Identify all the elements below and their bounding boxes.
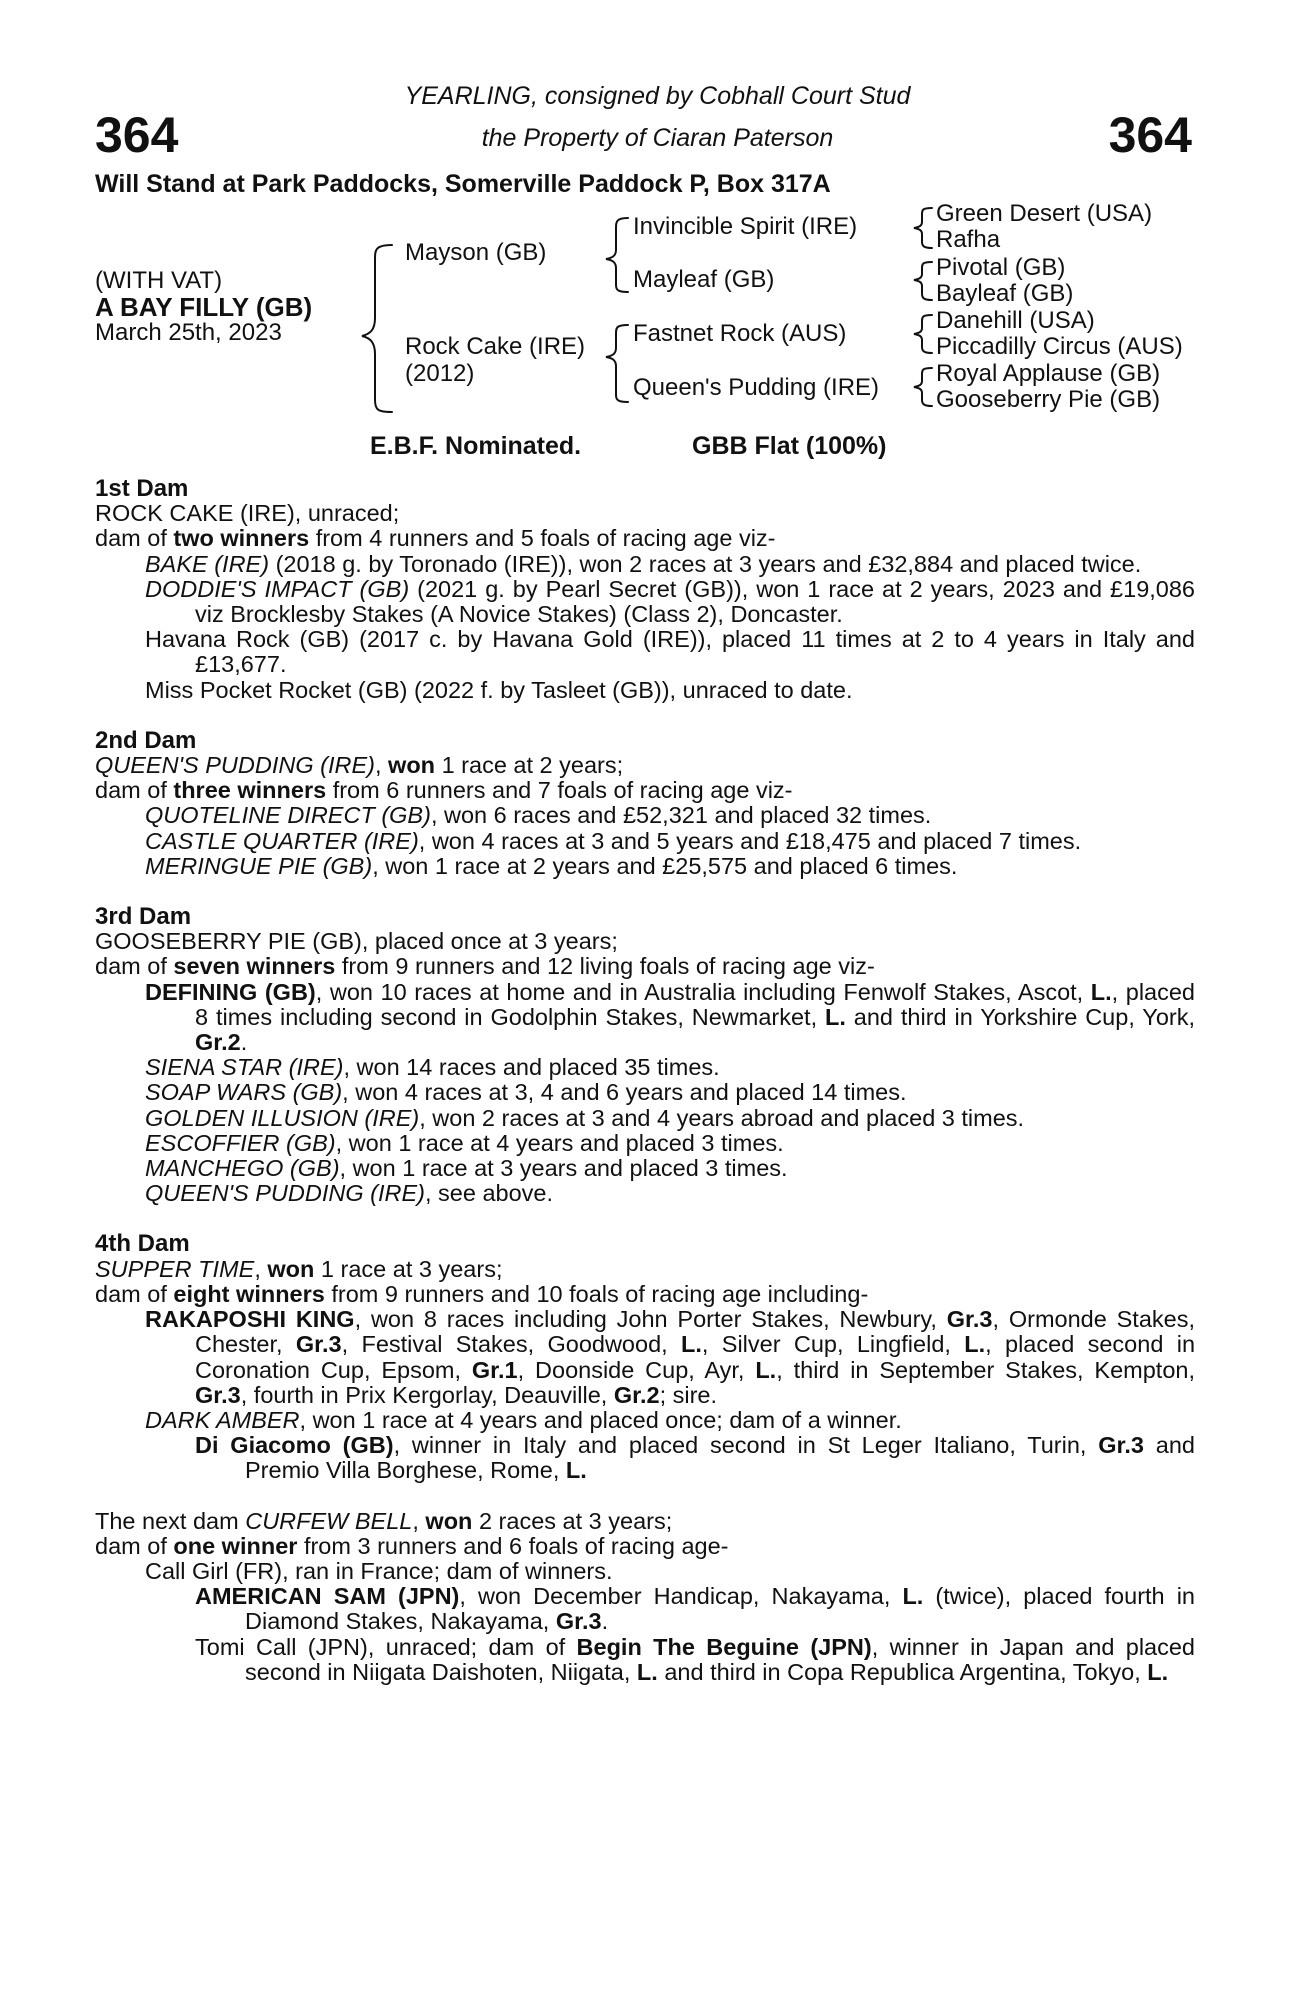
- family-line: [145, 627, 1195, 677]
- text-run: QUEEN'S PUDDING (IRE): [95, 752, 375, 779]
- text-run: Gr.3: [195, 1381, 241, 1408]
- family-line: [95, 929, 1195, 954]
- text-run: , fourth in Prix Kergorlay, Deauville,: [240, 1381, 614, 1408]
- section-spacer: [95, 879, 1195, 904]
- text-run: DODDIE'S IMPACT (GB): [145, 575, 410, 602]
- text-run: , Ormonde Stakes, Chester,: [195, 1306, 1196, 1358]
- section-spacer: [95, 703, 1195, 728]
- text-run: .: [240, 1029, 248, 1056]
- family-line: [95, 1509, 1195, 1534]
- text-run: SIENA STAR (IRE): [145, 1054, 344, 1081]
- text-run: , won December Handicap, Nakayama,: [459, 1583, 903, 1610]
- text-run: three winners: [173, 777, 327, 804]
- text-run: , winner in Italy and placed second in St Leger Italiano, Turin,: [393, 1432, 1099, 1459]
- family-line: [145, 1307, 1195, 1408]
- text-run: ESCOFFIER (GB): [145, 1129, 336, 1156]
- text-run: Gr.2: [195, 1029, 241, 1056]
- section-title: 2nd Dam: [95, 726, 197, 754]
- family-line: [95, 1282, 1195, 1307]
- vat-label: (WITH VAT): [95, 267, 223, 294]
- section-title: 4th Dam: [95, 1230, 190, 1258]
- text-run: Gr.1: [471, 1356, 518, 1383]
- family-line: [145, 1106, 1195, 1131]
- grandparent-7: Royal Applause (GB): [936, 360, 1161, 387]
- text-run: QUEEN'S PUDDING (IRE): [145, 1180, 425, 1207]
- grandparent-4: Bayleaf (GB): [936, 280, 1074, 307]
- text-run: dam of: [95, 953, 174, 980]
- text-run: QUOTELINE DIRECT (GB): [145, 802, 431, 829]
- text-run: , won 4 races at 3, 4 and 6 years and placed 14 times.: [342, 1079, 907, 1106]
- stand-location: Will Stand at Park Paddocks, Somerville Paddock P, Box 317A: [95, 170, 831, 198]
- text-run: The next dam: [95, 1507, 246, 1534]
- text-run: L.: [964, 1331, 986, 1358]
- text-run: Havana Rock (GB) (2017 c. by Havana Gold (IRE)), placed 11 times at 2 to 4 years in Italy and £13,677.: [145, 626, 1195, 678]
- text-run: and Premio Villa Borghese, Rome,: [245, 1432, 1195, 1484]
- family-line: [145, 1055, 1195, 1080]
- text-run: ,: [374, 752, 389, 779]
- text-run: L.: [636, 1658, 658, 1685]
- text-run: , won 1 race at 4 years and placed 3 times.: [335, 1129, 784, 1156]
- text-run: RAKAPOSHI KING: [145, 1306, 355, 1333]
- family-line: [145, 1181, 1195, 1206]
- section-title: 1st Dam: [95, 475, 189, 502]
- text-run: (2021 g. by Pearl Secret (GB)), won 1 race at 2 years, 2023 and £19,086 viz Brocklesby Stakes (A Novice Stakes) (Class 2), Doncaster.: [195, 575, 1196, 628]
- text-run: DEFINING (GB): [145, 978, 316, 1005]
- text-run: won: [425, 1507, 473, 1534]
- text-run: dam of: [95, 777, 174, 804]
- text-run: , won 8 races including John Porter Stakes, Newbury,: [354, 1306, 947, 1333]
- text-run: , won 6 races and £52,321 and placed 32 times.: [430, 802, 932, 829]
- family-line: [145, 1559, 1195, 1584]
- consignment-line: YEARLING, consigned by Cobhall Court Stud: [404, 82, 911, 110]
- text-run: L.: [1090, 978, 1112, 1005]
- sire-dam: Mayleaf (GB): [633, 266, 775, 293]
- text-run: eight winners: [173, 1280, 325, 1307]
- text-run: SOAP WARS (GB): [145, 1079, 343, 1106]
- text-run: ROCK CAKE (IRE), unraced;: [95, 500, 400, 527]
- text-run: , won 4 races at 3 and 5 years and £18,475 and placed 7 times.: [418, 827, 1082, 854]
- text-run: Gr.2: [613, 1381, 660, 1408]
- text-run: , third in September Stakes, Kempton,: [776, 1356, 1196, 1383]
- text-run: from 4 runners and 5 foals of racing age viz-: [309, 525, 776, 552]
- lot-number-right: 364: [1108, 107, 1192, 163]
- text-run: Gr.3: [295, 1331, 342, 1358]
- text-run: ,: [412, 1507, 426, 1534]
- section-spacer: [95, 1206, 1195, 1231]
- family-line: [95, 954, 1195, 979]
- sire-sire: Invincible Spirit (IRE): [633, 213, 858, 240]
- text-run: L.: [565, 1457, 587, 1484]
- family-line: [195, 1433, 1195, 1483]
- text-run: .: [601, 1608, 609, 1635]
- text-run: , won 1 race at 3 years and placed 3 times.: [339, 1155, 788, 1182]
- text-run: L.: [755, 1356, 777, 1383]
- text-run: CURFEW BELL: [245, 1507, 413, 1534]
- text-run: ; sire.: [659, 1381, 718, 1408]
- section-title: 3rd Dam: [95, 903, 192, 931]
- text-run: seven winners: [173, 953, 336, 980]
- gbb-flat: GBB Flat (100%): [692, 432, 887, 460]
- text-run: MERINGUE PIE (GB): [145, 852, 373, 879]
- family-line: [95, 1257, 1195, 1282]
- family-line: [145, 552, 1195, 577]
- text-run: L.: [902, 1583, 924, 1610]
- text-run: , won 14 races and placed 35 times.: [343, 1054, 720, 1081]
- grandparent-3: Pivotal (GB): [936, 254, 1066, 281]
- lot-name: A BAY FILLY (GB): [95, 292, 313, 322]
- text-run: from 9 runners and 10 foals of racing age including-: [324, 1280, 869, 1307]
- text-run: from 9 runners and 12 living foals of racing age viz-: [335, 953, 875, 980]
- family-line: [95, 526, 1195, 551]
- family-line: [145, 1156, 1195, 1181]
- family-line: [95, 778, 1195, 803]
- dam-year: (2012): [405, 360, 475, 387]
- lot-number-left: 364: [95, 107, 179, 163]
- family-line: [145, 1408, 1195, 1433]
- dam-name: Rock Cake (IRE): [405, 333, 586, 360]
- dam-dam: Queen's Pudding (IRE): [633, 374, 880, 401]
- grandparent-8: Gooseberry Pie (GB): [936, 386, 1161, 413]
- family-line: [145, 678, 1195, 703]
- text-run: AMERICAN SAM (JPN): [195, 1583, 460, 1610]
- property-line: the Property of Ciaran Paterson: [481, 124, 834, 152]
- family-details: [95, 476, 1195, 1685]
- text-run: won: [267, 1255, 315, 1282]
- family-line: [145, 803, 1195, 828]
- family-line: [145, 854, 1195, 879]
- text-run: Tomi Call (JPN), unraced; dam of: [195, 1633, 577, 1660]
- grandparent-6: Piccadilly Circus (AUS): [936, 333, 1183, 360]
- text-run: , won 10 races at home and in Australia including Fenwolf Stakes, Ascot,: [315, 978, 1091, 1005]
- family-line: [145, 829, 1195, 854]
- text-run: and third in Yorkshire Cup, York,: [845, 1003, 1195, 1030]
- text-run: , see above.: [424, 1180, 554, 1207]
- text-run: Miss Pocket Rocket (GB) (2022 f. by Tasleet (GB)), unraced to date.: [145, 676, 853, 703]
- text-run: , won 2 races at 3 and 4 years abroad and placed 3 times.: [419, 1104, 1025, 1131]
- text-run: , Festival Stakes, Goodwood,: [341, 1331, 682, 1358]
- text-run: two winners: [173, 525, 310, 552]
- ebf-nominated: E.B.F. Nominated.: [370, 432, 582, 460]
- text-run: Di Giacomo (GB): [195, 1432, 394, 1459]
- family-line: [145, 577, 1195, 627]
- family-line: [145, 1080, 1195, 1105]
- text-run: dam of: [95, 1280, 174, 1307]
- text-run: 1 race at 2 years;: [435, 752, 624, 779]
- text-run: SUPPER TIME: [95, 1255, 255, 1282]
- text-run: Gr.3: [946, 1306, 993, 1333]
- text-run: L.: [825, 1003, 846, 1030]
- family-line: [95, 501, 1195, 526]
- text-run: (twice), placed fourth in Diamond Stakes, Nakayama,: [245, 1583, 1195, 1635]
- text-run: MANCHEGO (GB): [145, 1155, 340, 1182]
- text-run: , placed 8 times including second in Godolphin Stakes, Newmarket,: [195, 978, 1195, 1030]
- family-line: [145, 1131, 1195, 1156]
- text-run: L.: [681, 1331, 702, 1358]
- grandparent-2: Rafha: [936, 226, 1001, 253]
- text-run: , winner in Japan and placed second in Niigata Daishoten, Niigata,: [245, 1633, 1195, 1685]
- sire-name: Mayson (GB): [405, 239, 547, 266]
- family-line: [145, 980, 1195, 1056]
- text-run: one winner: [173, 1532, 298, 1559]
- family-line: [95, 1534, 1195, 1559]
- text-run: dam of: [95, 525, 174, 552]
- text-run: won: [388, 752, 436, 779]
- grandparent-1: Green Desert (USA): [936, 200, 1153, 227]
- text-run: , won 1 race at 4 years and placed once; dam of a winner.: [299, 1406, 902, 1433]
- text-run: L.: [1147, 1658, 1169, 1685]
- family-line: [95, 753, 1195, 778]
- text-run: Gr.3: [1098, 1432, 1144, 1459]
- text-run: Begin The Beguine (JPN): [576, 1633, 872, 1660]
- text-run: 2 races at 3 years;: [472, 1507, 673, 1534]
- text-run: 1 race at 3 years;: [314, 1255, 503, 1282]
- text-run: GOOSEBERRY PIE (GB), placed once at 3 years;: [95, 928, 618, 955]
- text-run: DARK AMBER: [145, 1406, 300, 1433]
- text-run: from 3 runners and 6 foals of racing age-: [297, 1532, 729, 1559]
- text-run: dam of: [95, 1532, 174, 1559]
- lot-dob: March 25th, 2023: [95, 319, 282, 346]
- family-line: [195, 1635, 1195, 1685]
- text-run: and third in Copa Republica Argentina, Tokyo,: [657, 1658, 1148, 1685]
- section-spacer: [95, 1484, 1195, 1509]
- grandparent-5: Danehill (USA): [936, 307, 1095, 334]
- text-run: BAKE (IRE): [145, 550, 270, 577]
- text-run: Call Girl (FR), ran in France; dam of winners.: [145, 1557, 613, 1584]
- text-run: , placed second in Coronation Cup, Epsom,: [195, 1331, 1196, 1383]
- text-run: (2018 g. by Toronado (IRE)), won 2 races at 3 years and £32,884 and placed twice.: [269, 550, 1142, 577]
- family-line: [195, 1584, 1195, 1634]
- text-run: from 6 runners and 7 foals of racing age viz-: [326, 777, 793, 804]
- text-run: GOLDEN ILLUSION (IRE): [145, 1104, 420, 1131]
- text-run: , Silver Cup, Lingfield,: [701, 1331, 965, 1358]
- text-run: ,: [254, 1255, 268, 1282]
- text-run: , won 1 race at 2 years and £25,575 and placed 6 times.: [372, 852, 958, 879]
- text-run: Gr.3: [555, 1608, 602, 1635]
- text-run: CASTLE QUARTER (IRE): [145, 827, 419, 854]
- dam-sire: Fastnet Rock (AUS): [633, 320, 847, 347]
- text-run: , Doonside Cup, Ayr,: [517, 1356, 756, 1383]
